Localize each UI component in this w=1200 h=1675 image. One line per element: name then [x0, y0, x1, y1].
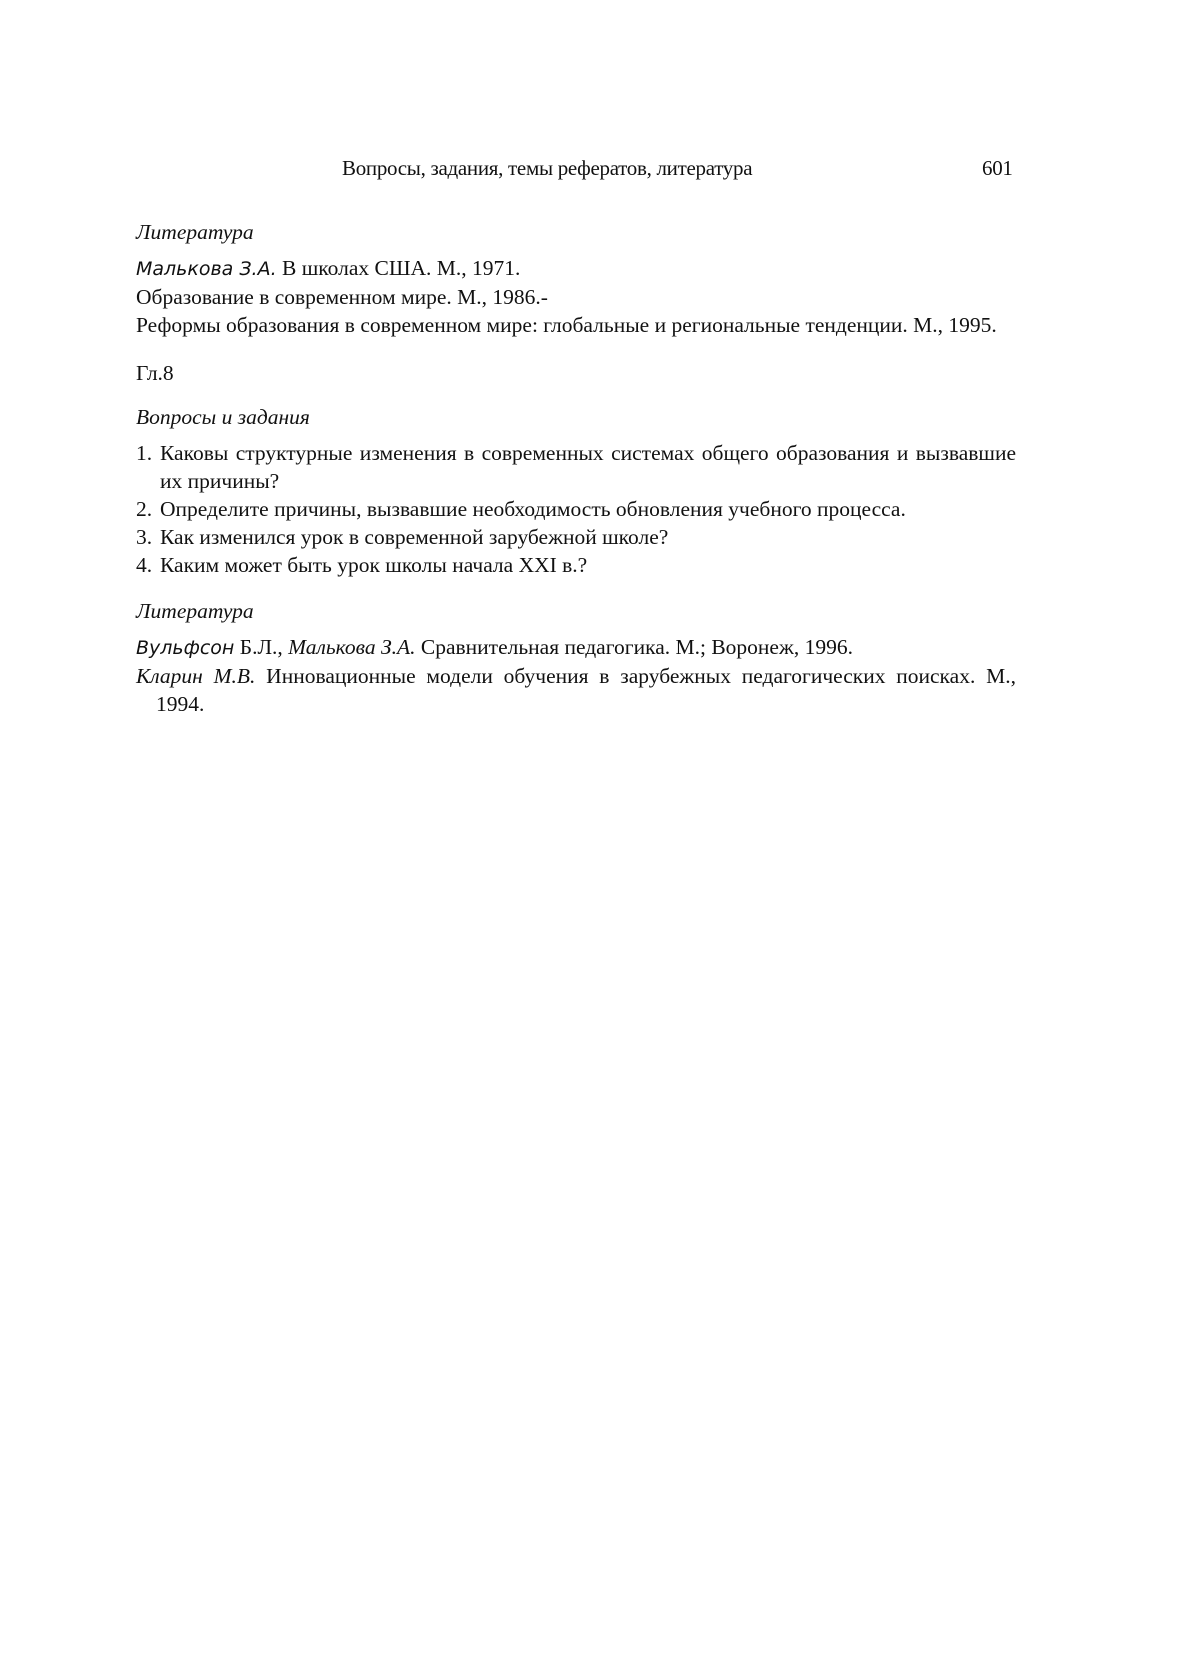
question-item [136, 551, 1016, 579]
question-item [136, 495, 1016, 523]
question-number: 4. [136, 553, 153, 577]
entry-coauthor: Малькова З.А. [288, 635, 416, 659]
section-heading-literature-1: Литература [136, 220, 254, 244]
question-item [136, 523, 1016, 551]
page-number: 601 [982, 156, 1013, 180]
question-number: 3. [136, 525, 153, 549]
entry-text: Реформы образования в современном мире: глобальные и региональные тенденции. М., 1995. [136, 313, 997, 337]
question-text: Определите причины, вызвавшие необходимость обновления учебного процесса. [160, 497, 906, 521]
entry-text: Инновационные модели обучения в зарубежных педагогических поисках. М., 1994. [156, 664, 1016, 716]
entry-author: Кларин М.В. [136, 664, 256, 688]
question-number: 1. [136, 441, 153, 465]
section-heading-questions: Вопросы и задания [136, 405, 310, 429]
entry-text: Образование в современном мире. М., 1986.- [136, 285, 548, 309]
bibliography-entry [136, 283, 1016, 311]
entry-author: Малькова З.А. [136, 258, 277, 280]
question-list [136, 439, 1016, 579]
running-head-title: Вопросы, задания, темы рефератов, литература [342, 156, 753, 180]
bibliography-entry [136, 633, 1016, 662]
section-heading-literature-2: Литература [136, 599, 254, 623]
question-text: Каковы структурные изменения в современных системах общего образования и вызвавшие их причины? [160, 441, 1016, 493]
entry-text: Сравнительная педагогика. М.; Воронеж, 1996. [415, 635, 853, 659]
entry-text: В школах США. М., 1971. [276, 256, 521, 280]
page-content [136, 218, 1016, 718]
bibliography-entry [136, 254, 1016, 283]
entry-text: Б.Л., [234, 635, 289, 659]
bibliography-entry [136, 662, 1016, 718]
question-item [136, 439, 1016, 495]
question-text: Как изменился урок в современной зарубежной школе? [160, 525, 669, 549]
question-text: Каким может быть урок школы начала XXI в.? [160, 553, 588, 577]
entry-author: Вульфсон [136, 637, 235, 659]
chapter-label: Гл.8 [136, 361, 174, 385]
running-head [0, 156, 1200, 186]
question-number: 2. [136, 497, 153, 521]
bibliography-entry [136, 311, 1016, 339]
